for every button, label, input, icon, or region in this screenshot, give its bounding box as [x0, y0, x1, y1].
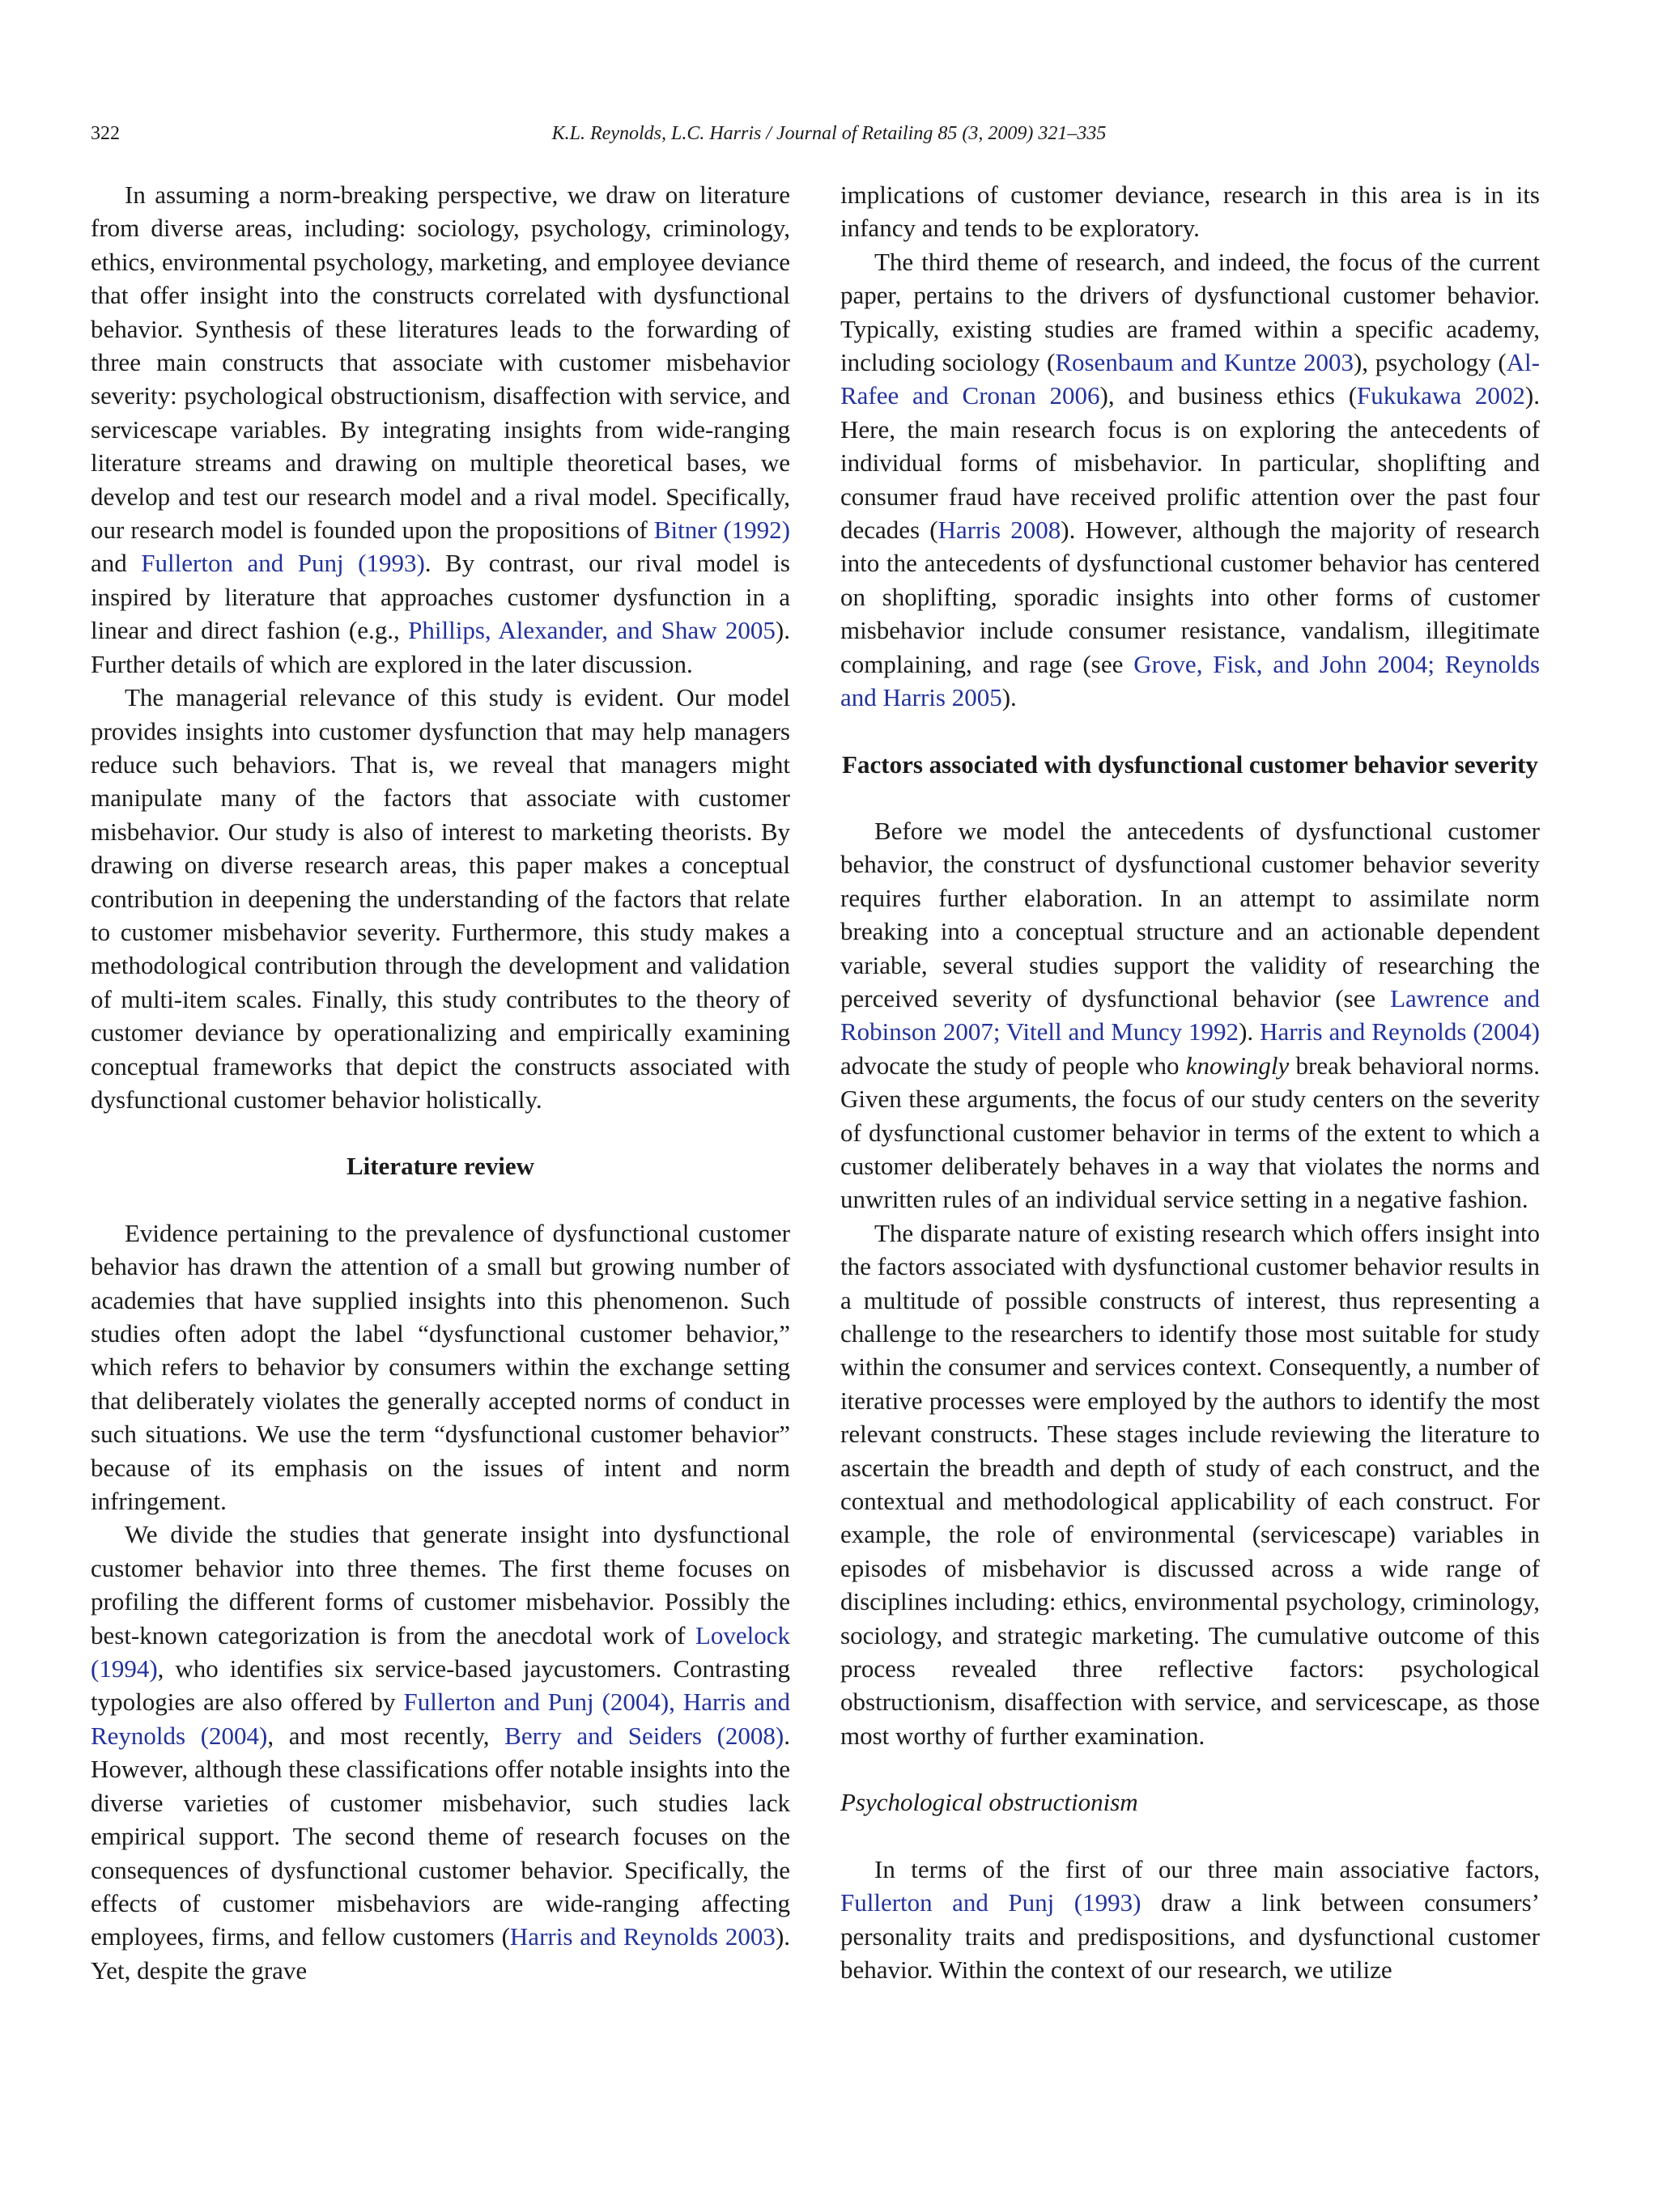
citation-link[interactable]: Bitner (1992)	[653, 516, 790, 545]
emphasis: knowingly	[1185, 1051, 1290, 1080]
citation-link[interactable]: Fukukawa 2002	[1357, 381, 1525, 410]
citation-link[interactable]: Berry and Seiders (2008)	[504, 1721, 784, 1750]
page-header	[0, 123, 1658, 155]
citation-link[interactable]: Phillips, Alexander, and Shaw 2005	[408, 616, 776, 645]
citation-link[interactable]: Harris and Reynolds 2003	[509, 1922, 776, 1951]
paragraph: In assuming a norm-breaking perspective, we draw on literature from diverse areas, including: sociology, psychology, criminology, ethics, environmental psychology, marketing, and employee deviance that offer insight into the constructs correlated with dysfunctional behavior. Synthesis of these literatures leads to the forwarding of three main constructs that associate with customer misbehavior severity: psychological obstructionism, disaffection with service, and servicescape variables. By integrating insights from wide-ranging literature streams and drawing on multiple theoretical bases, we develop and test our research model and a rival model. Specifically, our research model is founded upon the propositions of Bitner (1992) and Fullerton and Punj (1993). By contrast, our rival model is inspired by literature that approaches customer dysfunction in a linear and direct fashion (e.g., Phillips, Alexander, and Shaw 2005). Further details of which are explored in the later discussion.	[91, 180, 790, 678]
citation-link[interactable]: Lovelock (1994)	[91, 1620, 790, 1683]
citation-link[interactable]: Fullerton and Punj (1993)	[141, 549, 425, 578]
citation-link[interactable]: Lawrence and Robinson 2007; Vitell and Muncy 1992	[840, 983, 1540, 1047]
subsection-heading: Psychological obstructionism	[840, 1788, 1138, 1817]
citation-link[interactable]: Harris and Reynolds (2004)	[1260, 1017, 1540, 1047]
citation-link[interactable]: Fullerton and Punj (2004), Harris and Reynolds (2004)	[91, 1688, 790, 1750]
paragraph: We divide the studies that generate insight into dysfunctional customer behavior into three themes. The first theme focuses on profiling the different forms of customer misbehavior. Possibly the best-known categorization is from the anecdotal work of Lovelock (1994), who identifies six service-based jaycustomers. Contrasting typologies are also offered by Fullerton and Punj (2004), Harris and Reynolds (2004), and most recently, Berry and Seiders (2008). However, although these classifications offer notable insights into the diverse varieties of customer misbehavior, such studies lack empirical support. The second theme of research focuses on the consequences of dysfunctional customer behavior. Specifically, the effects of customer misbehaviors are wide-ranging affecting employees, firms, and fellow customers (Harris and Reynolds 2003). Yet, despite the grave	[91, 1520, 791, 1985]
paragraph: The disparate nature of existing research which offers insight into the factors associated with dysfunctional customer behavior results in a multitude of possible constructs of interest, thus representing a challenge to the researchers to identify those most suitable for study within the consumer and services context. Consequently, a number of iterative processes were employed by the authors to identify the most relevant constructs. These stages include reviewing the literature to ascertain the breadth and depth of study of each construct, and the contextual and methodological applicability of each construct. For example, the role of environmental (servicescape) variables in episodes of misbehavior is discussed across a wide range of disciplines including: ethics, environmental psychology, criminology, sociology, and strategic marketing. The cumulative outcome of this process revealed three reflective factors: psychological obstructionism, disaffection with service, and servicescape, as those most worthy of further examination.	[840, 1218, 1540, 1750]
paragraph: The third theme of research, and indeed, the focus of the current paper, pertains to the drivers of dysfunctional customer behavior. Typically, existing studies are framed within a specific academy, including sociology (Rosenbaum and Kuntze 2003), psychology (Al-Rafee and Cronan 2006), and business ethics (Fukukawa 2002). Here, the main research focus is on exploring the antecedents of individual forms of misbehavior. In particular, shoplifting and consumer fraud have received prolific attention over the past four decades (Harris 2008). However, although the majority of research into the antecedents of dysfunctional customer behavior has centered on shoplifting, sporadic insights into other forms of customer misbehavior include consumer resistance, vandalism, illegitimate complaining, and rage (see Grove, Fisk, and John 2004; Reynolds and Harris 2005).	[840, 247, 1541, 712]
citation-link[interactable]: Grove, Fisk, and John 2004; Reynolds and Harris 2005	[840, 649, 1541, 712]
section-heading: Factors associated with dysfunctional customer behavior severity	[842, 749, 1538, 779]
paragraph: Before we model the antecedents of dysfunctional customer behavior, the construct of dysfunctional customer behavior severity requires further elaboration. In an attempt to assimilate norm breaking into a conceptual structure and an actionable dependent variable, several studies support the validity of researching the perceived severity of dysfunctional behavior (see Lawrence and Robinson 2007; Vitell and Muncy 1992). Harris and Reynolds (2004) advocate the study of people who knowingly break behavioral norms. Given these arguments, the focus of our study centers on the severity of dysfunctional customer behavior in terms of the extent to which a customer deliberately behaves in a way that violates the norms and unwritten rules of an individual service setting in a negative fashion.	[840, 816, 1540, 1214]
paragraph: The managerial relevance of this study is evident. Our model provides insights into customer dysfunction that may help managers reduce such behaviors. That is, we reveal that managers might manipulate many of the factors that associate with customer misbehavior. Our study is also of interest to marketing theorists. By drawing on diverse research areas, this paper makes a conceptual contribution in deepening the understanding of the factors that relate to customer misbehavior severity. Furthermore, this study makes a methodological contribution through the development and validation of multi-item scales. Finally, this study contributes to the theory of customer deviance by operationalizing and empirically examining conceptual frameworks that depict the constructs associated with dysfunctional customer behavior holistically.	[91, 683, 790, 1114]
citation-link[interactable]: Harris 2008	[937, 516, 1061, 545]
citation-link[interactable]: Fullerton and Punj (1993)	[840, 1888, 1141, 1917]
right-column	[840, 178, 1540, 1986]
paragraph: In terms of the first of our three main associative factors, Fullerton and Punj (1993) draw a link between consumers’ personality traits and predispositions, and dysfunctional customer behavior. Within the context of our research, we utilize	[840, 1854, 1541, 1984]
left-column	[91, 178, 790, 1987]
paragraph: Evidence pertaining to the prevalence of dysfunctional customer behavior has drawn the attention of a small but growing number of academies that have supplied insights into this phenomenon. Such studies often adopt the label “dysfunctional customer behavior,” which refers to behavior by consumers within the exchange setting that deliberately violates the generally accepted norms of conduct in such situations. We use the term “dysfunctional customer behavior” because of its emphasis on the issues of intent and norm infringement.	[91, 1218, 790, 1516]
page-number: 322	[91, 123, 120, 144]
section-heading: Literature review	[346, 1152, 535, 1181]
citation-link[interactable]: Al-Rafee and Cronan 2006	[840, 348, 1540, 410]
citation-link[interactable]: Rosenbaum and Kuntze 2003	[1055, 348, 1354, 377]
paragraph: implications of customer deviance, research in this area is in its infancy and tends to be exploratory.	[840, 180, 1540, 243]
running-head: K.L. Reynolds, L.C. Harris / Journal of Retailing 85 (3, 2009) 321–335	[551, 123, 1107, 144]
